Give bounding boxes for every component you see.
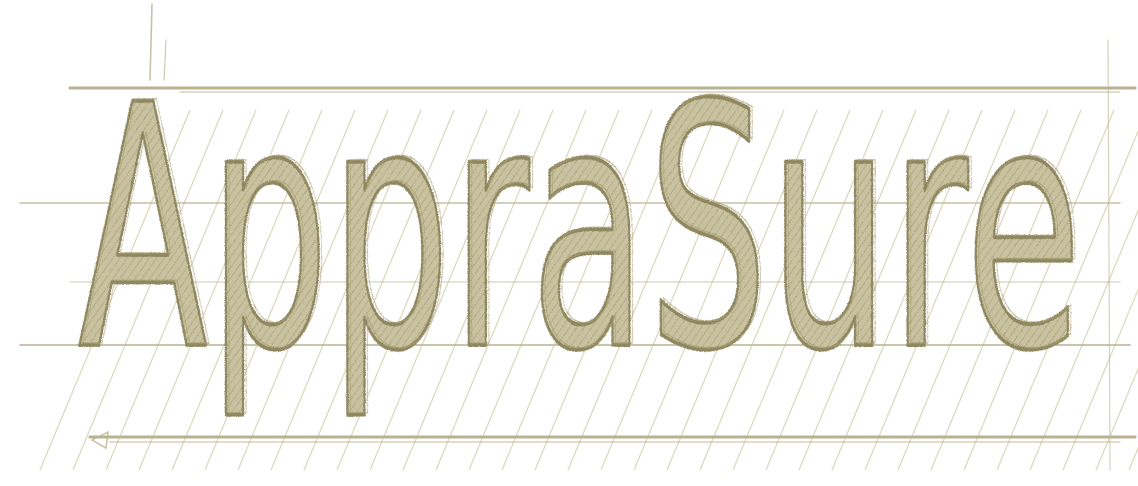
wordmark-fill: AppraSure [78, 35, 1083, 425]
wordmark-outline: AppraSure [81, 33, 1086, 423]
hatch-line [1096, 110, 1138, 470]
vertical-guide-right [1108, 40, 1110, 470]
wordmark-grain: AppraSure [78, 35, 1083, 425]
arrow-mark-icon [92, 432, 108, 448]
hatch-line [1129, 110, 1138, 470]
wordmark-group [78, 33, 1086, 425]
